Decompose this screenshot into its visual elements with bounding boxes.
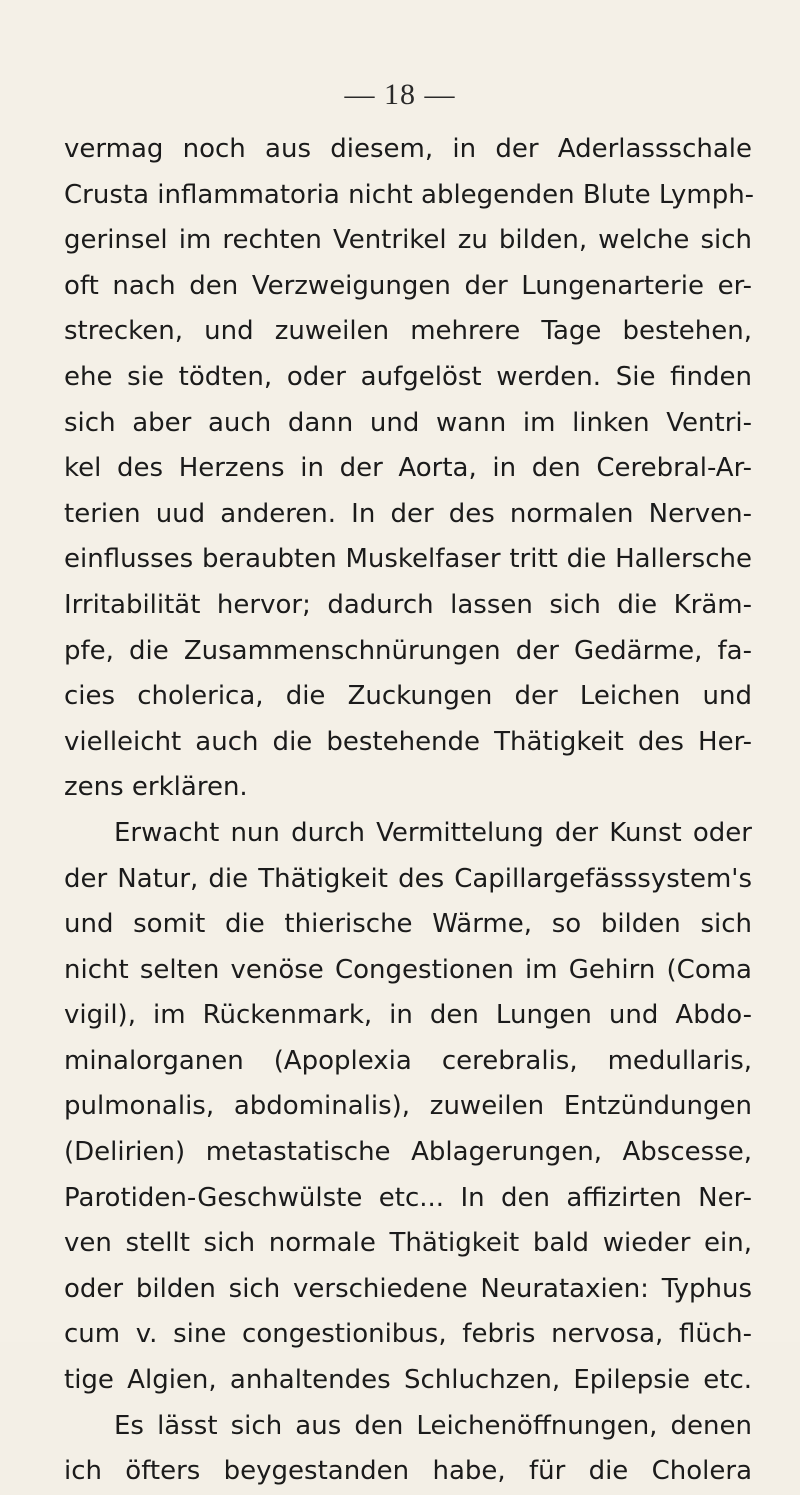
text-line: cum v. sine congestionibus, febris nervosa, flüch- xyxy=(64,1319,752,1350)
text-line: strecken, und zuweilen mehrere Tage bestehen, xyxy=(64,316,752,347)
page-number: — 18 — xyxy=(344,78,456,111)
text-line: terien uud anderen. In der des normalen Nerven- xyxy=(64,498,752,529)
text-line: der Natur, die Thätigkeit des Capillargefässsystem's xyxy=(64,863,752,894)
text-line: Es lässt sich aus den Leichenöffnungen, denen xyxy=(114,1410,752,1441)
text-line: Crusta inflammatoria nicht ablegenden Blute Lymph- xyxy=(64,179,755,210)
text-line: kel des Herzens in der Aorta, in den Cerebral-Ar- xyxy=(64,453,752,484)
text-line: nicht selten venöse Congestionen im Gehirn (Coma xyxy=(64,954,752,985)
text-line: vielleicht auch die bestehende Thätigkeit des Her- xyxy=(64,726,752,757)
text-line: ich öfters beygestanden habe, für die Cholera xyxy=(64,1456,752,1487)
text-line: zens erklären. xyxy=(64,772,248,803)
text-line: vermag noch aus diesem, in der Aderlassschale xyxy=(64,134,752,164)
text-line: gerinsel im rechten Ventrikel zu bilden, welche sich xyxy=(64,225,752,256)
text-line: (Delirien) metastatische Ablagerungen, Abscesse, xyxy=(64,1137,752,1168)
text-line: oft nach den Verzweigungen der Lungenarterie er- xyxy=(64,270,752,301)
text-line: ven stellt sich normale Thätigkeit bald wieder ein, xyxy=(64,1228,752,1259)
text-line: tige Algien, anhaltendes Schluchzen, Epilepsie etc. xyxy=(64,1365,752,1396)
text-line: Irritabilität hervor; dadurch lassen sich die Kräm- xyxy=(64,589,752,620)
text-line: Erwacht nun durch Vermittelung der Kunst oder xyxy=(114,817,752,848)
text-line: ehe sie tödten, oder aufgelöst werden. Sie finden xyxy=(64,361,752,392)
text-line: und somit die thierische Wärme, so bilden sich xyxy=(64,909,752,940)
text-line: einflusses beraubten Muskelfaser tritt die Hallersche xyxy=(64,544,752,575)
text-line: Parotiden-Geschwülste etc... In den affizirten Ner- xyxy=(64,1182,752,1213)
text-line: pfe, die Zusammenschnürungen der Gedärme, fa- xyxy=(64,635,752,666)
text-line: oder bilden sich verschiedene Neurataxien: Typhus xyxy=(64,1273,752,1304)
text-line: vigil), im Rückenmark, in den Lungen und Abdo- xyxy=(64,1000,752,1031)
text-line: sich aber auch dann und wann im linken Ventri- xyxy=(64,407,752,438)
text-line: minalorganen (Apoplexia cerebralis, medullaris, xyxy=(64,1045,752,1076)
text-line: pulmonalis, abdominalis), zuweilen Entzündungen xyxy=(64,1091,752,1122)
text-line: cies cholerica, die Zuckungen der Leichen und xyxy=(64,681,752,712)
body-text xyxy=(64,127,755,1495)
